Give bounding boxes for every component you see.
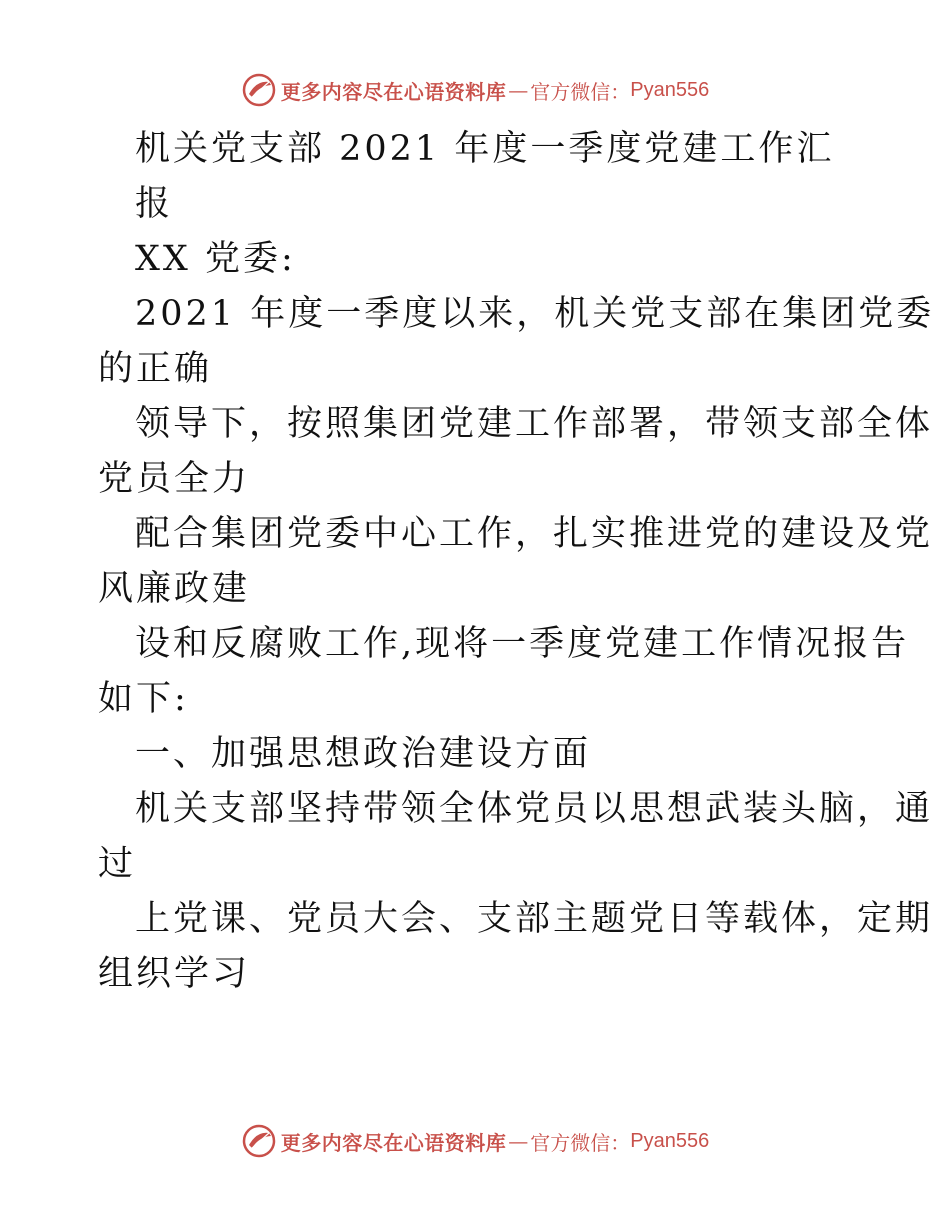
document-line: 上党课、党员大会、支部主题党日等载体，定期	[135, 899, 934, 939]
document-line: 党员全力	[98, 459, 251, 499]
document-line: 机关支部坚持带领全体党员以思想武装头脑，通	[135, 789, 934, 829]
document-line: XX 党委:	[135, 239, 296, 279]
watermark-official-label: 官方微信：	[530, 79, 631, 104]
watermark-banner-top	[0, 70, 950, 110]
watermark-wechat-id: Pyan556	[630, 78, 710, 101]
watermark-banner-bottom	[0, 1121, 950, 1161]
document-line: 的正确	[98, 349, 213, 389]
document-line: 2021 年度一季度以来，机关党支部在集团党委	[135, 294, 935, 334]
document-line: 过	[98, 844, 137, 884]
document-line: 配合集团党委中心工作，扎实推进党的建设及党	[135, 514, 934, 554]
document-line: 机关党支部 2021 年度一季度党建工作汇	[135, 129, 835, 169]
watermark-wechat-id: Pyan556	[630, 1129, 710, 1152]
pen-logo-icon	[241, 72, 277, 108]
watermark-site-text: 更多内容尽在心语资料库	[280, 1130, 507, 1155]
document-line: 如下:	[98, 679, 189, 719]
document-line: 风廉政建	[98, 569, 251, 609]
watermark-dash: —	[508, 78, 529, 102]
watermark-official-label: 官方微信：	[530, 1130, 631, 1155]
watermark-dash: —	[508, 1129, 529, 1153]
watermark-site-text: 更多内容尽在心语资料库	[280, 79, 507, 104]
document-line: 设和反腐败工作,现将一季度党建工作情况报告	[135, 624, 910, 664]
document-body	[98, 122, 935, 1002]
document-line: 报	[135, 184, 174, 224]
document-line: 领导下，按照集团党建工作部署，带领支部全体	[135, 404, 934, 444]
document-line: 组织学习	[98, 954, 251, 994]
pen-logo-icon	[241, 1123, 277, 1159]
document-line: 一、加强思想政治建设方面	[135, 734, 592, 774]
